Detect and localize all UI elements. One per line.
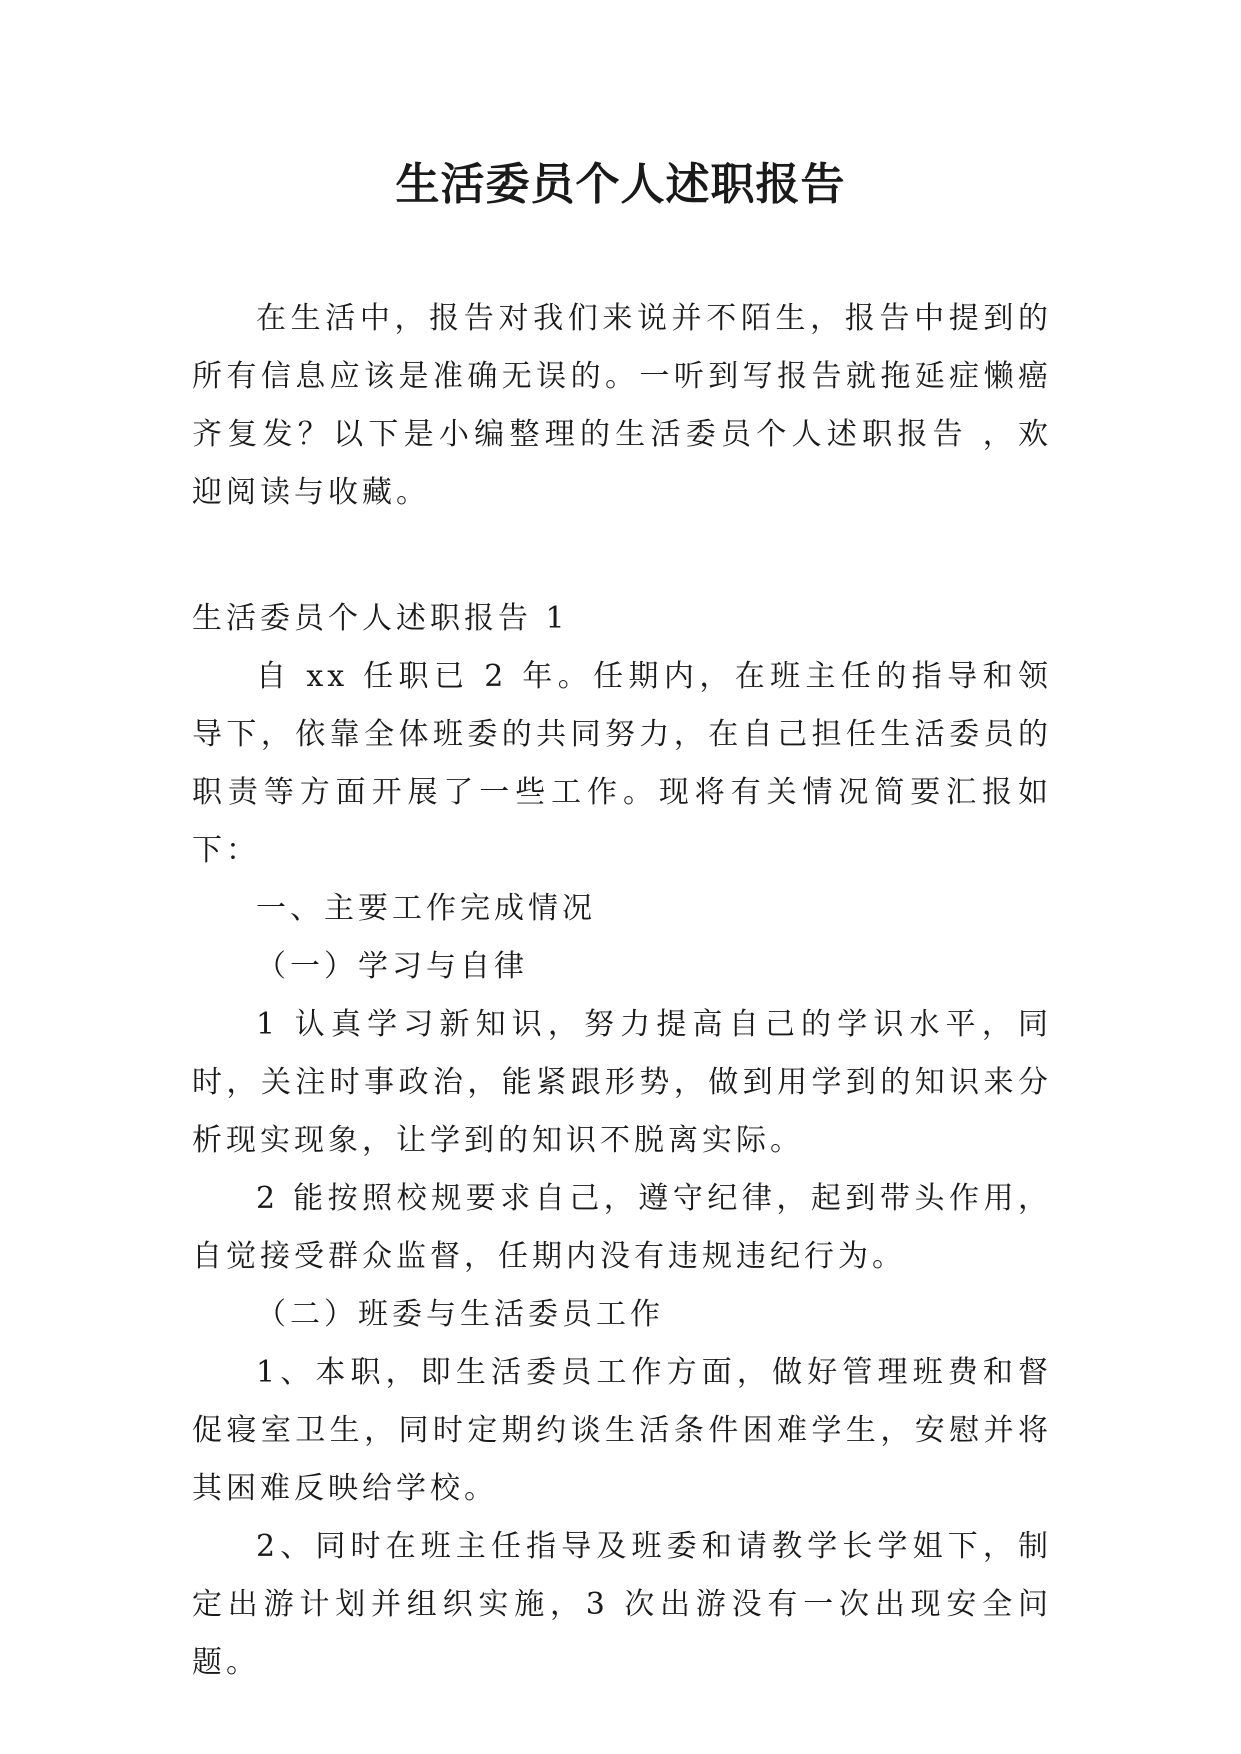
document-body [192,290,1052,1692]
intro-paragraph: 在生活中，报告对我们来说并不陌生，报告中提到的所有信息应该是准确无误的。一听到写报告就拖延症懒癌齐复发？以下是小编整理的生活委员个人述职报告 ，欢迎阅读与收藏。 [192,301,1052,510]
subheading-study-discipline: （一）学习与自律 [256,949,528,984]
subheading-committee-work: （二）班委与生活委员工作 [256,1297,664,1332]
subheading-main-work: 一、主要工作完成情况 [256,891,596,926]
body-paragraph: 2 能按照校规要求自己，遵守纪律，起到带头作用，自觉接受群众监督，任期内没有违规违纪行为。 [192,1181,1052,1274]
section-spacer [192,522,1052,590]
body-paragraph: 自 xx 任职已 2 年。任期内，在班主任的指导和领导下，依靠全体班委的共同努力，在自己担任生活委员的职责等方面开展了一些工作。现将有关情况简要汇报如下： [192,659,1052,868]
body-paragraph: 1、本职，即生活委员工作方面，做好管理班费和督促寝室卫生，同时定期约谈生活条件困难学生，安慰并将其困难反映给学校。 [192,1355,1052,1506]
document-title: 生活委员个人述职报告 [395,159,846,210]
body-paragraph: 2、同时在班主任指导及班委和请教学长学姐下，制定出游计划并组织实施，3 次出游没有一次出现安全问题。 [192,1529,1052,1680]
body-paragraph: 1 认真学习新知识，努力提高自己的学识水平，同时，关注时事政治，能紧跟形势，做到用学到的知识来分析现实现象，让学到的知识不脱离实际。 [192,1007,1052,1158]
section-heading: 生活委员个人述职报告 1 [192,601,569,636]
